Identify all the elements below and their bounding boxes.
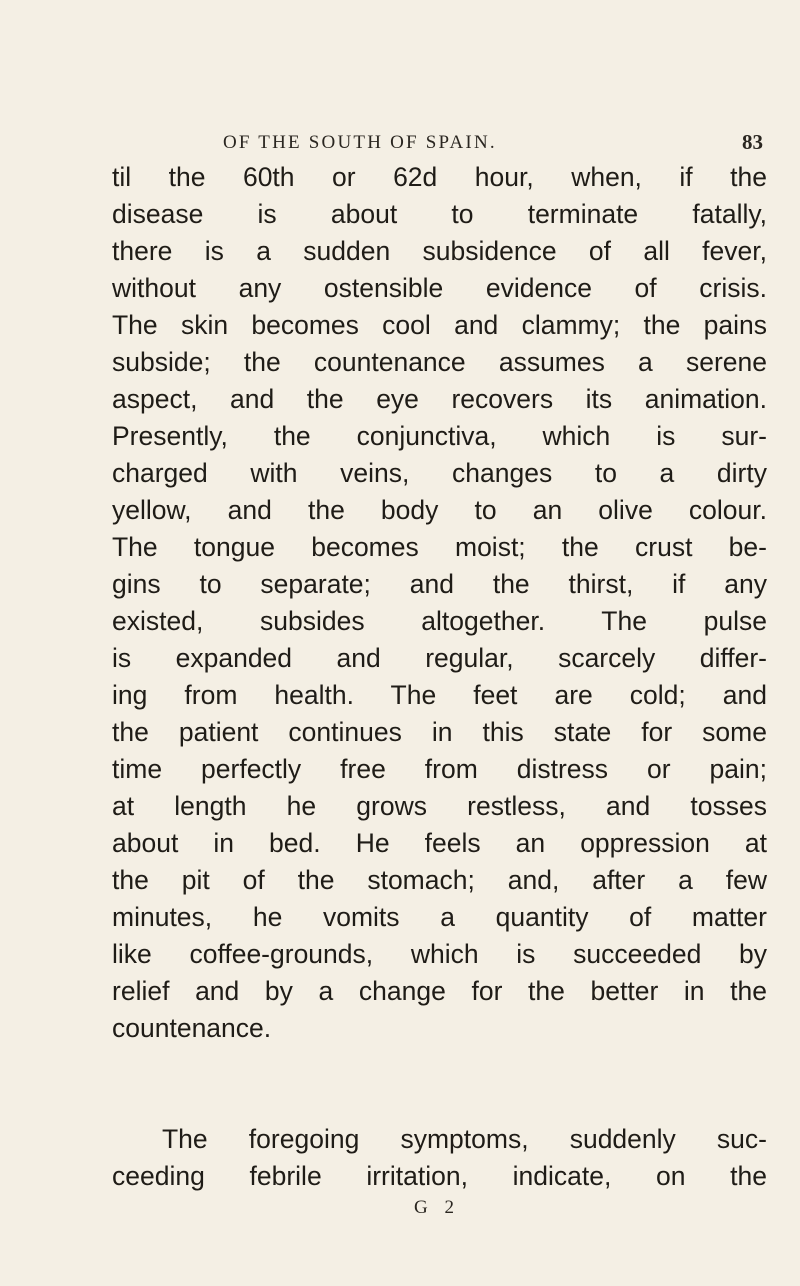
text-line: The skin becomes cool and clammy; the pains [112, 310, 767, 340]
text-line: without any ostensible evidence of crisis. [112, 273, 767, 303]
text-line: charged with veins, changes to a dirty [112, 458, 767, 488]
text-line: the pit of the stomach; and, after a few [112, 865, 767, 895]
text-line: til the 60th or 62d hour, when, if the [112, 162, 767, 192]
text-line: disease is about to terminate fatally, [112, 199, 767, 229]
text-line: ceeding febrile irritation, indicate, on the [112, 1161, 767, 1191]
text-line: minutes, he vomits a quantity of matter [112, 902, 767, 932]
text-line: time perfectly free from distress or pain; [112, 754, 767, 784]
text-line: aspect, and the eye recovers its animation. [112, 384, 767, 414]
paragraph-1 [112, 159, 767, 1047]
text-line: subside; the countenance assumes a serene [112, 347, 767, 377]
text-line: ing from health. The feet are cold; and [112, 680, 767, 710]
running-head: OF THE SOUTH OF SPAIN. [223, 132, 497, 153]
text-line: about in bed. He feels an oppression at [112, 828, 767, 858]
text-line: there is a sudden subsidence of all fever, [112, 236, 767, 266]
text-line: Presently, the conjunctiva, which is sur- [112, 421, 767, 451]
signature-mark: G 2 [414, 1197, 460, 1218]
page-number: 83 [742, 130, 763, 154]
text-line: The tongue becomes moist; the crust be- [112, 532, 767, 562]
text-line: the patient continues in this state for some [112, 717, 767, 747]
text-line: yellow, and the body to an olive colour. [112, 495, 767, 525]
text-line: The foregoing symptoms, suddenly suc- [162, 1124, 767, 1154]
text-line: countenance. [112, 1013, 272, 1043]
text-line: like coffee-grounds, which is succeeded by [112, 939, 767, 969]
text-line: existed, subsides altogether. The pulse [112, 606, 767, 636]
text-line: is expanded and regular, scarcely differ- [112, 643, 767, 673]
paragraph-2 [112, 1121, 767, 1195]
page-header [223, 132, 763, 160]
text-line: at length he grows restless, and tosses [112, 791, 767, 821]
text-line: relief and by a change for the better in the [112, 976, 767, 1006]
text-line: gins to separate; and the thirst, if any [112, 569, 767, 599]
